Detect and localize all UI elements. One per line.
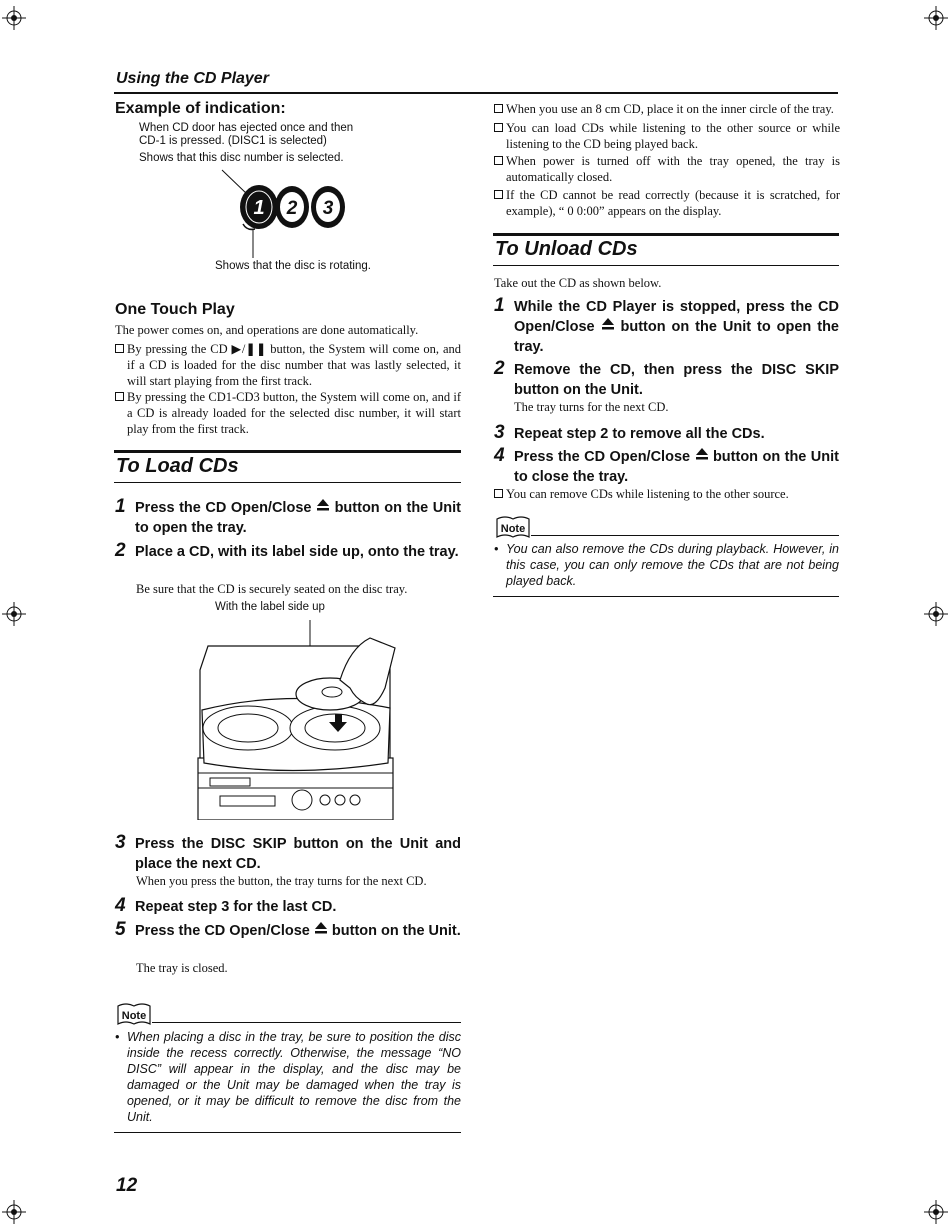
registration-mark-icon	[2, 1200, 26, 1224]
one-touch-bullet: By pressing the CD1-CD3 button, the System will come on, and if a CD is already loaded for the selected disc number, it will start play from the first track.	[115, 389, 461, 437]
one-touch-title: One Touch Play	[115, 301, 235, 318]
unload-bottom-rule	[493, 265, 839, 266]
unload-intro: Take out the CD as shown below.	[494, 276, 662, 290]
note-icon	[116, 1002, 152, 1028]
unload-top-rule	[493, 233, 839, 236]
eject-icon	[314, 921, 328, 934]
svg-text:1: 1	[253, 197, 265, 219]
svg-text:2: 2	[286, 198, 298, 219]
right-bullet: When power is turned off with the tray opened, the tray is automatically closed.	[494, 153, 840, 185]
disc-3-icon	[311, 186, 345, 228]
load-title: To Load CDs	[116, 455, 239, 477]
load-step-4: 4 Repeat step 3 for the last CD.	[115, 895, 337, 916]
note-rule-top	[152, 1022, 461, 1023]
unload-step-2: 2 Remove the CD, then press the DISC SKIP button on the Unit.	[494, 358, 839, 398]
disc-indicator-illustration	[215, 165, 375, 260]
svg-text:3: 3	[322, 198, 334, 219]
unload-step-4: 4 Press the CD Open/Close button on the Unit to close the tray.	[494, 445, 839, 485]
load-step-2: 2 Place a CD, with its label side up, onto the tray.	[115, 540, 459, 561]
section-title: Using the CD Player	[116, 70, 269, 87]
right-bullet: When you use an 8 cm CD, place it on the inner circle of the tray.	[494, 101, 840, 117]
checkbox-bullet-icon	[115, 344, 124, 353]
checkbox-bullet-icon	[115, 392, 124, 401]
unload-note-text: • You can also remove the CDs during playback. However, in this case, you can only remove the CDs that are not being played back.	[494, 542, 839, 588]
load-top-rule	[114, 450, 461, 453]
callout-rotating: Shows that the disc is rotating.	[215, 260, 371, 272]
load-note-text: • When placing a disc in the tray, be sure to position the disc inside the recess correctly. Otherwise, the message “NO DISC” will appear in the display, and the disc may be damaged or the Unit may be damaged when the tray is opened, or it may be difficult to remove the disc from the Unit.	[115, 1030, 461, 1124]
unload-step-2-sub: The tray turns for the next CD.	[514, 400, 669, 414]
one-touch-intro: The power comes on, and operations are done automatically.	[115, 323, 419, 337]
disc-2-icon	[275, 186, 309, 228]
figure-caption: With the label side up	[215, 601, 325, 613]
checkbox-bullet-icon	[494, 123, 503, 132]
eject-icon	[316, 498, 330, 511]
load-step-3: 3 Press the DISC SKIP button on the Unit and place the next CD.	[115, 832, 461, 872]
right-bullet: If the CD cannot be read correctly (because it is scratched, for example), “ 0 0:00” appears on the display.	[494, 187, 840, 219]
unload-bullet: You can remove CDs while listening to the other source.	[494, 486, 840, 502]
right-bullet: You can load CDs while listening to the other source or while listening to the CD being played back.	[494, 120, 840, 152]
checkbox-bullet-icon	[494, 489, 503, 498]
eject-icon	[695, 447, 709, 460]
checkbox-bullet-icon	[494, 156, 503, 165]
registration-mark-icon	[924, 6, 948, 30]
load-step-3-sub: When you press the button, the tray turns for the next CD.	[136, 874, 427, 888]
example-desc-line2: CD-1 is pressed. (DISC1 is selected)	[139, 135, 327, 147]
example-desc-line1: When CD door has ejected once and then	[139, 122, 354, 134]
checkbox-bullet-icon	[494, 104, 503, 113]
load-step-2-sub: Be sure that the CD is securely seated on the disc tray.	[136, 582, 408, 596]
note-rule-top	[531, 535, 839, 536]
header-rule	[114, 92, 838, 94]
note-rule-bottom	[493, 596, 839, 597]
page-number: 12	[116, 1175, 138, 1196]
callout-selected: Shows that this disc number is selected.	[139, 152, 344, 164]
registration-mark-icon	[924, 1200, 948, 1224]
registration-mark-icon	[2, 602, 26, 626]
registration-mark-icon	[2, 6, 26, 30]
unload-step-1: 1 While the CD Player is stopped, press the CD Open/Close button on the Unit to open the tray.	[494, 295, 839, 355]
disc-1-icon	[240, 185, 278, 229]
unload-title: To Unload CDs	[495, 238, 638, 260]
one-touch-bullet: By pressing the CD ▶/❚❚ button, the System will come on, and if a CD is loaded for the disc number that was lastly selected, it will start playing from the first track.	[115, 341, 461, 389]
note-icon	[495, 515, 531, 541]
eject-icon	[601, 317, 615, 330]
checkbox-bullet-icon	[494, 190, 503, 199]
registration-mark-icon	[924, 602, 948, 626]
unload-step-3: 3 Repeat step 2 to remove all the CDs.	[494, 422, 765, 443]
svg-text:Note: Note	[121, 1010, 147, 1022]
cd-tray-illustration	[190, 618, 405, 820]
note-rule-bottom	[114, 1132, 461, 1133]
load-bottom-rule	[114, 482, 461, 483]
load-step-5-sub: The tray is closed.	[136, 961, 228, 975]
load-step-1: 1 Press the CD Open/Close button on the Unit to open the tray.	[115, 496, 461, 536]
example-title: Example of indication:	[115, 100, 286, 117]
svg-text:Note: Note	[500, 523, 526, 535]
load-step-5: 5 Press the CD Open/Close button on the Unit.	[115, 919, 461, 940]
